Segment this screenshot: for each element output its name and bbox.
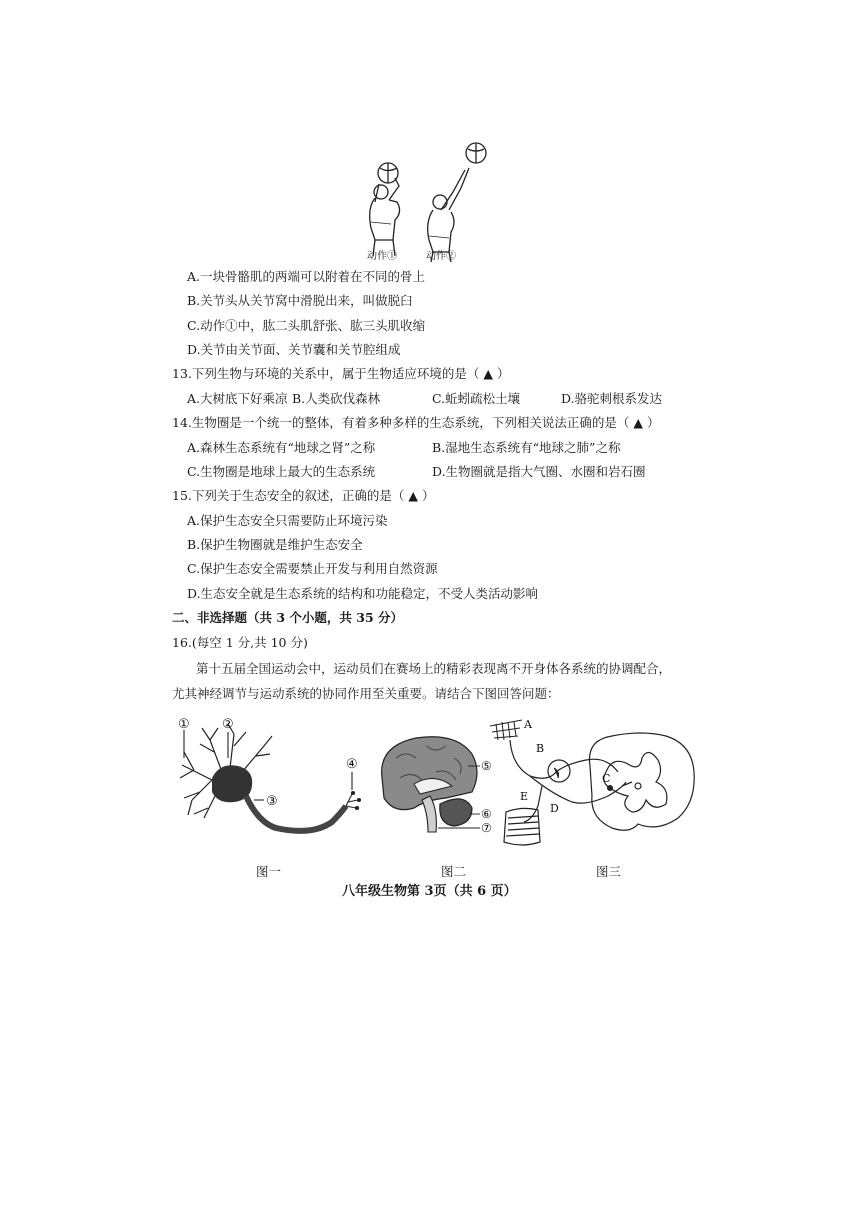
q12-option-d: D.关节由关节面、关节囊和关节腔组成	[187, 342, 401, 357]
section2-heading: 二、非选择题（共 3 个小题，共 35 分）	[172, 610, 404, 625]
brainstem	[422, 796, 436, 832]
figure3-caption: 图三	[596, 864, 622, 879]
q15-stem: 15.下列关于生态安全的叙述，正确的是（ ▲ ）	[172, 488, 435, 503]
marker-5: ⑤	[481, 759, 492, 773]
q15-option-a: A.保护生态安全只需要防止环境污染	[187, 513, 388, 528]
q15-option-b: B.保护生物圈就是维护生态安全	[187, 537, 363, 552]
action2-player-drawing	[428, 143, 486, 262]
q13-stem: 13.下列生物与环境的关系中，属于生物适应环境的是（ ▲ ）	[172, 366, 510, 381]
q16-stem: 16.(每空 1 分,共 10 分)	[172, 635, 308, 650]
marker-6: ⑥	[481, 807, 492, 821]
q16-paragraph-line1: 第十五届全国运动会中，运动员们在赛场上的精彩表现离不开身体各系统的协调配合，	[196, 661, 672, 676]
cerebellum	[440, 799, 472, 826]
marker-7: ⑦	[481, 821, 492, 835]
q14-option-d: D.生物圈就是指大气圈、水圈和岩石圈	[432, 464, 646, 479]
q15-option-c: C.保护生态安全需要禁止开发与利用自然资源	[187, 561, 438, 576]
effector-muscle	[504, 808, 540, 845]
q14-option-c: C.生物圈是地球上最大的生态系统	[187, 464, 376, 479]
ganglion	[548, 760, 570, 782]
q12-option-b: B.关节头从关节窝中滑脱出来，叫做脱臼	[187, 293, 413, 308]
label-e: E	[520, 790, 529, 803]
q16-paragraph-line2: 尤其神经调节与运动系统的协同作用至关重要。请结合下图回答问题：	[172, 686, 560, 701]
q12-option-a: A.一块骨骼肌的两端可以附着在不同的骨上	[187, 269, 426, 284]
figure2-caption: 图二	[441, 864, 467, 879]
figure1-neuron-diagram	[172, 710, 372, 860]
marker-4: ④	[346, 757, 358, 772]
label-b: B	[536, 742, 545, 755]
label-a: A	[524, 718, 532, 731]
q13-option-b: B.人类砍伐森林	[292, 391, 381, 406]
figure2-brain-diagram	[376, 728, 496, 843]
q14-option-a: A.森林生态系统有“地球之肾”之称	[187, 440, 376, 455]
q12-option-c: C.动作①中，肱二头肌舒张、肱三头肌收缩	[187, 318, 426, 333]
label-c: C	[602, 772, 611, 785]
q13-option-a: A.大树底下好乘凉	[187, 391, 288, 406]
receptor-skin	[490, 720, 522, 740]
q13-option-d: D.骆驼刺根系发达	[561, 391, 663, 406]
marker-1: ①	[178, 717, 190, 732]
q14-option-b: B.湿地生态系统有“地球之肺”之称	[432, 440, 621, 455]
page-footer: 八年级生物第 3页（共 6 页）	[342, 884, 517, 899]
neuron-axon	[246, 796, 346, 831]
action1-label: 动作①	[367, 251, 397, 262]
figure1-caption: 图一	[256, 864, 282, 879]
figure3-reflex-arc-diagram	[482, 716, 712, 856]
action2-label: 动作②	[426, 251, 456, 262]
q14-stem: 14.生物圈是一个统一的整体，有着多种多样的生态系统，下列相关说法正确的是（ ▲ ）	[172, 415, 660, 430]
q15-option-d: D.生态安全就是生态系统的结构和功能稳定，不受人类活动影响	[187, 586, 539, 601]
marker-2: ②	[222, 717, 234, 732]
marker-3: ③	[266, 794, 278, 809]
q13-option-c: C.蚯蚓疏松土壤	[432, 391, 521, 406]
action1-player-drawing	[370, 163, 400, 256]
label-d: D	[550, 802, 559, 815]
